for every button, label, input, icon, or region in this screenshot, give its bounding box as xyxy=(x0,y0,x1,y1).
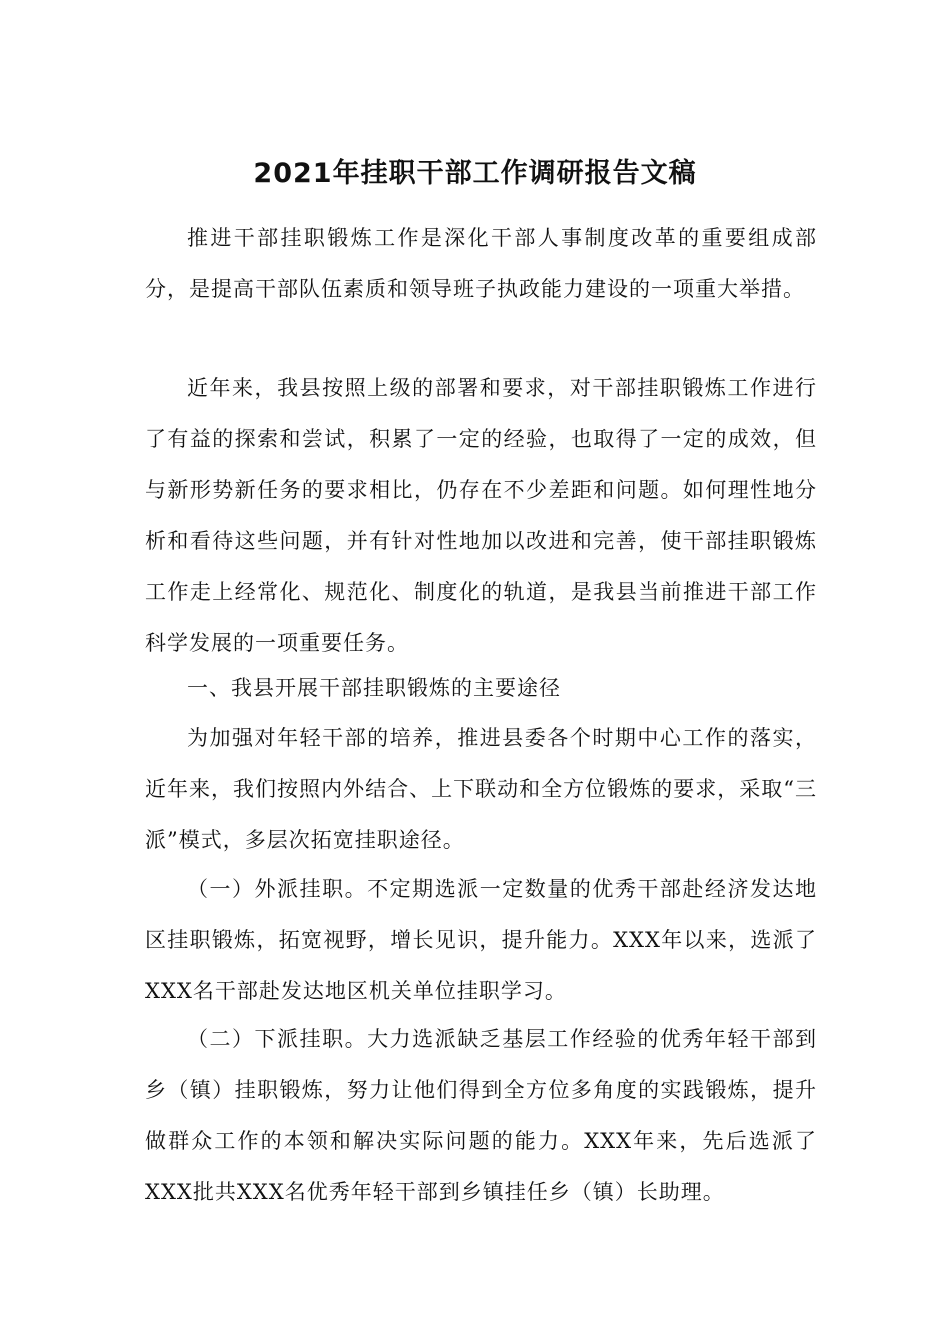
paragraph-external-posting: （一）外派挂职。不定期选派一定数量的优秀干部赴经济发达地区挂职锻炼，拓宽视野，增长见识，提升能力。XXX年以来，选派了XXX名干部赴发达地区机关单位挂职学习。 xyxy=(145,877,817,1003)
paragraph-downward-posting: （二）下派挂职。大力选派缺乏基层工作经验的优秀年轻干部到乡（镇）挂职锻炼，努力让他们得到全方位多角度的实践锻炼，提升做群众工作的本领和解决实际问题的能力。XXX年来，先后选派了XXX批共XXX名优秀年轻干部到乡镇挂任乡（镇）长助理。 xyxy=(145,1027,817,1204)
section-heading-1: 一、我县开展干部挂职锻炼的主要途径 xyxy=(187,676,561,700)
paragraph-background: 近年来，我县按照上级的部署和要求，对干部挂职锻炼工作进行了有益的探索和尝试，积累了一定的经验，也取得了一定的成效，但与新形势新任务的要求相比，仍存在不少差距和问题。如何理性地分析和看待这些问题，并有针对性地加以改进和完善，使干部挂职锻炼工作走上经常化、规范化、制度化的轨道，是我县当前推进干部工作科学发展的一项重要任务。 xyxy=(145,376,817,655)
paragraph-intro: 推进干部挂职锻炼工作是深化干部人事制度改革的重要组成部分，是提高干部队伍素质和领导班子执政能力建设的一项重大举措。 xyxy=(145,226,817,301)
paragraph-approach: 为加强对年轻干部的培养，推进县委各个时期中心工作的落实，近年来，我们按照内外结合、上下联动和全方位锻炼的要求，采取“三派”模式，多层次拓宽挂职途径。 xyxy=(145,726,817,852)
document-title: 2021年挂职干部工作调研报告文稿 xyxy=(253,158,697,189)
